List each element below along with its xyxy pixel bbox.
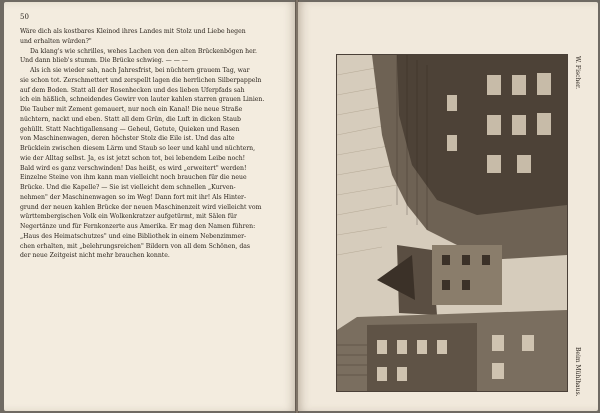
text-line: Wäre dich als kostbares Kleinod ihres Landes mit Stolz und Liebe hegen [20, 28, 246, 35]
text-line: Brücke. Und die Kapelle? — Sie ist vielleicht dem schnellen „Kurven- [20, 184, 236, 191]
etching-plate [336, 54, 568, 392]
text-line: auf dem Boden. Statt all der Rosenhecken und des lieben Uferpfads sah [20, 86, 245, 94]
text-line: gehüllt. Statt Nachtigallensang — Geheul, Getute, Quieken und Rasen [20, 125, 240, 133]
text-line: Da klang's wie schrilles, wehes Lachen von den alten Brückenbögen her. [30, 47, 257, 55]
text-line: sie schon tot. Zerschmettert und zerspellt lagen die herrlichen Silberpappeln [20, 76, 262, 84]
page-number: 50 [20, 13, 29, 21]
text-line: „Haus des Heimatschutzes" und eine Bibliothek in einem Nebenzimmer- [20, 232, 247, 240]
text-line: wie der Alltag selbst. Ja, es ist jetzt schon tot, bei lebendem Leibe noch! [20, 154, 246, 162]
text-line: Als ich sie wieder sah, nach Jahresfrist, bei nüchtern grauem Tag, war [30, 67, 250, 74]
text-line: ich ein häßlich, schneidendes Gewirr von lauter kahlen starren grauen Linien. [20, 96, 265, 104]
artist-caption: W. Fischer. [574, 56, 581, 89]
text-line: der neue Zeitgeist nicht mehr brauchen konnte. [20, 252, 170, 260]
text-line: Die Tauber mit Zement gemauert, nur noch ein Kanal! Die neue Straße [20, 106, 243, 113]
body-text [20, 27, 274, 261]
text-line: württembergischen Volk ein Wolkenkratzer aufgetürmt, mit Sälen für [20, 213, 237, 221]
text-line: Bald wird es ganz verschwinden! Das heißt, es wird „erweitert" werden! [20, 164, 247, 172]
text-line: Einzelne Steine von ihm kann man vielleicht noch brauchen für die neue [20, 174, 247, 182]
text-line: nehmen" der Maschinenwagen so im Weg! Dann fort mit ihr! Als Hinter- [20, 193, 247, 201]
text-line: und erhalten würden?" [20, 37, 92, 45]
text-line: grund der neuen kahlen Brücke der neuen Maschinenzeit wird vielleicht vom [20, 203, 262, 211]
text-line: Brücklein zwischen diesem Lärm und Staub so leer und kahl und nüchtern, [20, 145, 256, 152]
plate-caption: Beim Mühlhaus. [574, 347, 581, 397]
etching-illustration [337, 55, 567, 391]
text-line: chen erhalten, mit „belehrungsreichen" Bildern von all dem Schönen, das [20, 242, 251, 250]
text-line: Negertänze und für Fernkonzerte aus Amerika. Er mag den Namen führen: [20, 223, 256, 230]
right-page [298, 2, 598, 411]
text-line: Und dann blieb's stumm. Die Brücke schwieg. — — — [20, 57, 188, 65]
left-page [4, 2, 296, 411]
text-line: nüchtern, nackt und eben. Statt all dem Grün, die Luft in dicken Staub [20, 115, 241, 123]
text-line: von Maschinenwagen, deren höchster Stolz die Eile ist. Und das alte [20, 135, 235, 143]
